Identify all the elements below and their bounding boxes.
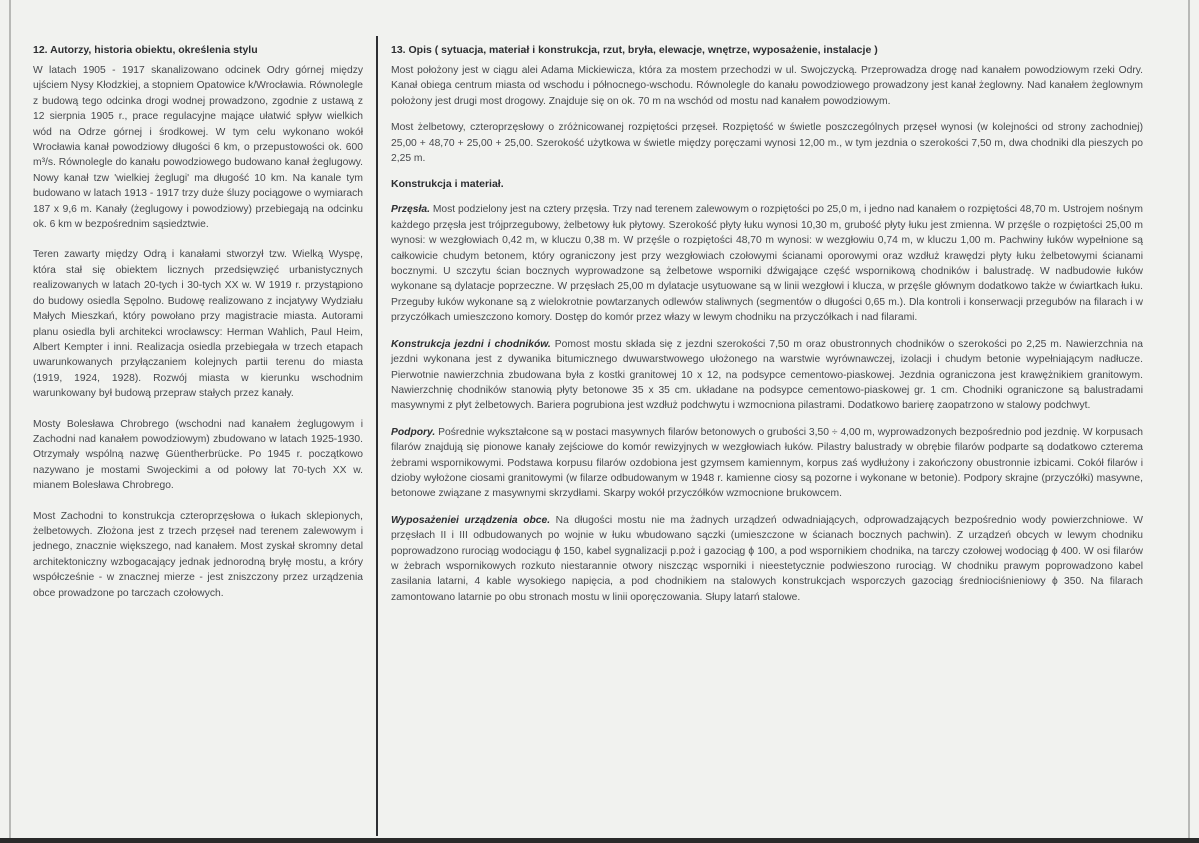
column-divider (376, 36, 378, 836)
construction-subheading: Konstrukcja i materiał. (391, 178, 504, 191)
section-przesla-lead: Przęsła. (391, 204, 430, 216)
intro-paragraph-1: Most położony jest w ciągu alei Adama Mickiewicza, która za mostem przechodzi w ul. Swojczycką. Przeprowadza drogę nad kanałem powodziowym rzeki Odry. Kanał obiega centrum miasta od wschodu i północnego-wschodu. Równolegle do kanału powodziowego prowadzony jest kanał żeglowny. Nad kanałem żeglownym położony jest drugi most drogowy. Znajduje się on ok. 70 m na wschód od mostu nad kanałem powodziowym. (391, 65, 1143, 107)
section-wyposazenie (391, 513, 1143, 605)
left-paragraph-2: Teren zawarty między Odrą i kanałami stworzył tzw. Wielką Wyspę, która stał się obiektem licznych przedsięwzięć urbanistycznych realizowanych w latach 20-tych i 30-tych XX w. W 1919 r. przystąpiono do budowy osiedla Sępolno. Budowę realizowano z incjatywy Wydziału Małych Mieszkań, który powołano przy magistracie miasta. Autorami planu osiedla byli architekci wrocławscy: Herman Wahlich, Paul Heim, Albert Kempter i inni. Realizacja osiedla przebiegała w trzech etapach uwarunkowanych przyłączaniem kolejnych partii terenu do miasta (1919, 1924, 1928). Rozwój miasta w kierunku wschodnim warunkowany był budową przepraw stałych przez kanały. (33, 249, 363, 400)
section-wyposazenie-lead: Wyposażeniei urządzenia obce. (391, 514, 551, 526)
section-jezdnia-lead: Konstrukcja jezdni i chodników. (391, 338, 551, 350)
left-paragraph-4: Most Zachodni to konstrukcja czteroprzęsłowa o łukach sklepionych, żelbetowych. Złożona jest z trzech przęseł nad terenem zalewowym i jednego, znacznie większego, nad kanałem. Most zyskał skromny detal architektoniczny wzbogacający jednak jednorodną bryłę mostu, a króry współcześnie - w znacznej mierze - jest zniszczony przez urządzenia obce prowadzone po tarczach czołowych. (33, 510, 363, 599)
section-12-heading: 12. Autorzy, historia obiektu, określenia stylu (33, 44, 258, 56)
section-przesla-text: Most podzielony jest na cztery przęsła. Trzy nad terenem zalewowym o rozpiętości po 25,0 m, i jedno nad kanałem o rozpiętości 48,70 m. Ustrojem nośnym każdego przęsła jest trójprzegubowy, żelbetowy łuk płytowy. Szerokość płyty łuku wynosi 10,30 m, grubość płyty łuku jest zmienna. W przęśle o rozpiętości 25,00 m wynosi: w wezgłowiach 0,42 m, w kluczu 0,38 m. W przęśle o rozpiętości 48,70 m wynosi: w wezgłowiu 0,74 m, w kluczu 1,00 m. Pachwiny łuków wypełnione są całkowicie chudym betonem, który ograniczony jest przy wezgłowiach czołowymi ścianami oporowymi oraz wzdłuż krawędzi płyty łuku żelbetowymi ścianami bocznymi. U szczytu ścian bocznych wyprowadzone są żelbetowe wsporniki dźwigające część wspornikową chodników i balustradę. W nadbudowie łuków wykonane są dylatacje poprzeczne. W przęsłach 25,00 m dylatacje usytuowane są w linii wezgłowi i klucza, w przęśle głównym dodatkowo także w ćwiartkach łuku. Przeguby łuków wykonane są z wielokrotnie powtarzanych odlewów staliwnych (segmentów o długości 0,65 m.). Dla kontroli i konserwacji przegubów na filarach i w przyczółkach umieszczono komory. Dostęp do komór przez włazy w lewym chodniku na przyczółkach i nad filarami. (391, 204, 1143, 324)
section-podpory (391, 425, 1143, 502)
left-column (33, 44, 363, 616)
left-paragraph-1: W latach 1905 - 1917 skanalizowano odcinek Odry górnej między ujściem Nysy Kłodzkiej, a stopniem Opatowice k/Wrocławia. Równolegle z budową tego odcinka drogi wodnej prowadzono, zgodnie z ustawą z 12 sierpnia 1905 r., prace regulacyjne mające ułatwić spływ wielkich wód na Odrze górnej i środkowej. W tym celu wykonano wokół Wrocławia kanał powodziowy długości 6 km, o przepustowości ok. 600 m³/s. Równolegle do kanału powodziowego budowano kanał żeglugowy. Nowy kanał tzw 'wielkiej żeglugi' ma długość 10 km. Na kanale tym budowano w latach 1913 - 1917 trzy duże śluzy pociągowe o wymiarach 187 x 9,6 m. Kanały (żeglugowy i powodziowy) przebiegają na odcinku ok. 6 km w bezpośrednim sąsiedztwie. (33, 65, 364, 231)
frame-bottom-edge (0, 838, 1199, 843)
right-column (391, 44, 1143, 616)
intro-paragraph-2: Most żelbetowy, czteroprzęsłowy o zróżnicowanej rozpiętości przęseł. Rozpiętość w świetle poszczególnych przęseł wynosi (w kolejności od strony zachodniej) 25,00 + 48,70 + 25,00 + 25,00. Szerokość użytkowa w świetle między poręczami wynosi 12,00 m., w tym jezdnia o szerokości 7,50 m, dwa chodniki dla pieszych po 2,25 m. (391, 122, 1143, 165)
section-podpory-text: Pośrednie wykształcone są w postaci masywnych filarów betonowych o grubości 3,50 ÷ 4,00 m, wyprowadzonych bezpośrednio pod jezdnię. W korpusach filarów znajdują się pionowe kanały zejściowe do komór rewizyjnych w wezgłowiach łuków. Pilastry balustrady w obrębie filarów podparte są dodatkowo czterema żebrami wspornikowymi. Podstawa korpusu filarów ozdobiona jest gzymsem kamiennym, korpus zaś wydłużony i zakończony obustronnie izbicami. Cokół filarów i dzioby wyłożone ciosami granitowymi (w filarze odbudowanym w 1948 r. kamienne ciosy są pozorne i wykonane w betonie). Podpory skrajne (przyczółki) masywne, betonowe związane z masywnymi skrzydłami. Skarpy wokół przyczółków wzmocnione brukowcem. (391, 426, 1143, 500)
section-13-heading: 13. Opis ( sytuacja, materiał i konstrukcja, rzut, bryła, elewacje, wnętrze, wyposażenie, instalacje ) (391, 44, 878, 56)
frame-left-edge (9, 0, 11, 843)
section-wyposazenie-text: Na długości mostu nie ma żadnych urządzeń odwadniających, odprowadzających bezpośrednio wody powierzchniowe. W przęsłach II i III odbudowanych po wojnie w łuku wbudowano sączki (umieszczone w ścianach bocznych pachwin). Z urządzeń obcych w lewym chodniku poprowadzono rurociąg wodociągu ϕ 150, kabel sygnalizacji p.poż i gazociąg ϕ 100, a pod wspornikiem chodnika, na tarczy czołowej wodociąg ϕ 400. W osi filarów w żebrach wspornikowych rozkuto niestarannie otwory niszcząc wsporniki i nieestetycznie podwieszono rurociąg. W chodniku prawym poprowadzono kabel zasilania latarni, 4 kable wysokiego napięcia, a pod chodnikiem na stalowych konstrukcjach wsporczych gazociąg średniociśnieniowy ϕ 350. Na filarach zamontowano latarnie po obu stronach mostu w linii oporęczowania. Słupy latarń stalowe. (391, 514, 1144, 603)
section-jezdnia-text: Pomost mostu składa się z jezdni szerokości 7,50 m oraz obustronnych chodników o szerokości po 2,25 m. Nawierzchnia na jezdni wykonana jest z dywanika bitumicznego dwuwarstwowego ułożonego na warstwie wyrównawczej, izolacji i chudym betonie wypełniającym nadłucze. Pierwotnie nawierzchnia zbudowana była z kostki granitowej 10 x 12, na podsypce cementowo-piaskowej. Jezdnia ograniczona jest krawężnikiem granitowym. Nawierzchnię chodników stanowią płyty betonowe 35 x 35 cm. układane na podsypce cementowo-piaskowej gr. 1 cm. Chodniki ograniczone są balustradami masywnymi z płyt żelbetowych. Bariera pogrubiona jest wzdłuż podchwytu i wzmocniona pilastrami. Dodatkowo barierę zaopatrzono w stalowy podchwyt. (391, 338, 1143, 412)
frame-right-edge (1188, 0, 1190, 843)
section-podpory-lead: Podpory. (391, 426, 436, 438)
section-jezdnia (391, 337, 1143, 414)
section-przesla (391, 202, 1143, 325)
left-paragraph-3: Mosty Bolesława Chrobrego (wschodni nad kanałem żeglugowym i Zachodni nad kanałem powodziowym) zbudowano w latach 1925-1930. Otrzymały wspólną nazwę Güentherbrücke. Po 1945 r. początkowo nazywano je mostami Swojeckimi a od połowy lat 70-tych XX w. mianem Bolesława Chrobrego. (33, 418, 363, 492)
